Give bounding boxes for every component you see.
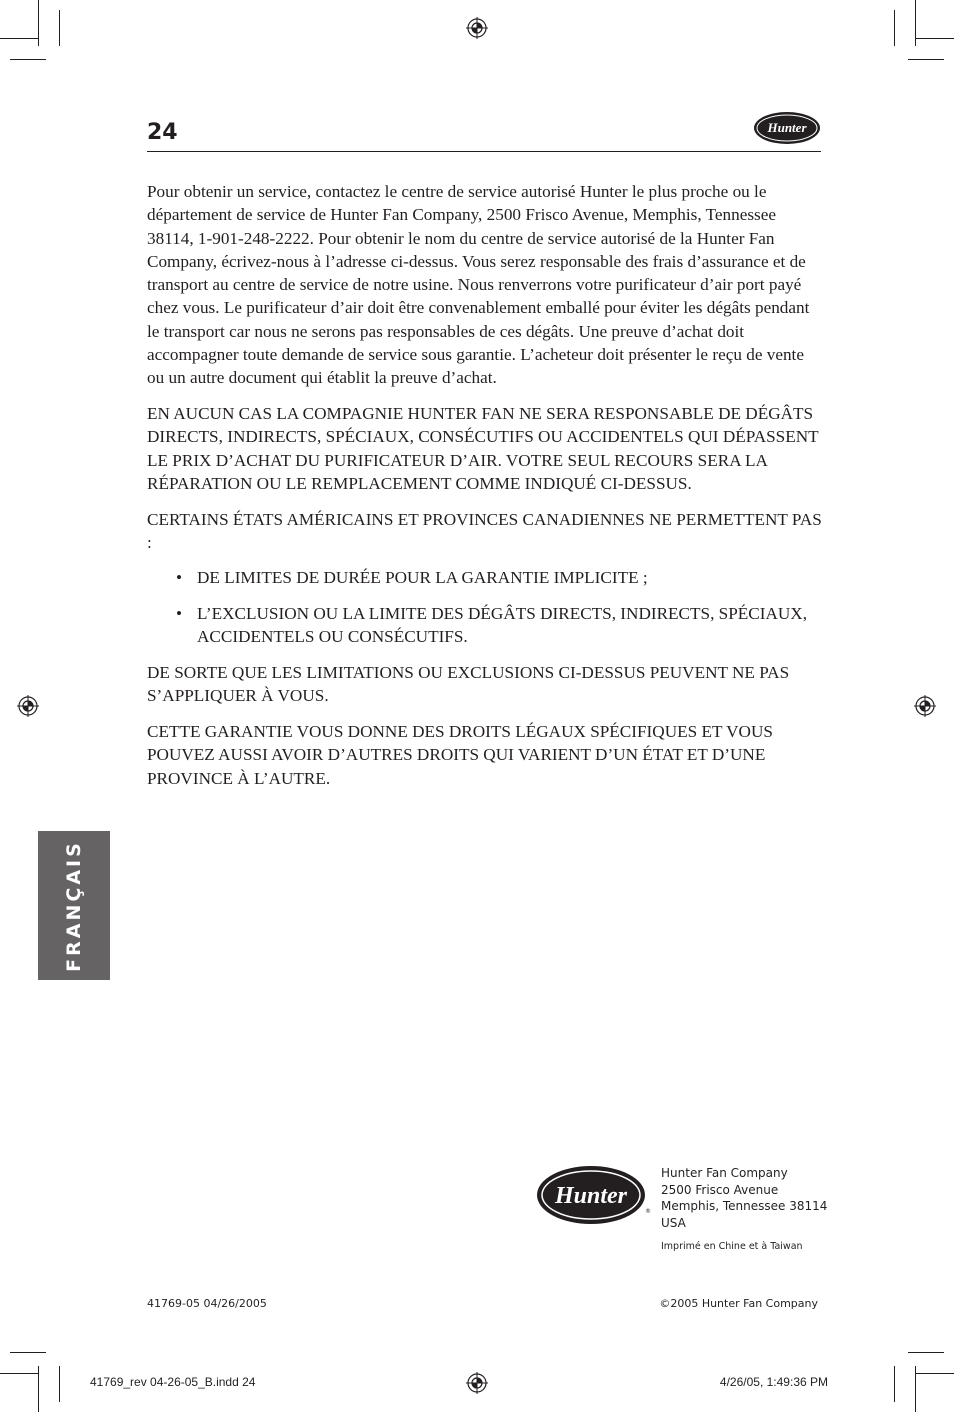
crop-mark (0, 1373, 38, 1374)
bullet-icon: • (176, 603, 183, 623)
crop-mark (894, 10, 895, 46)
company-address (661, 1165, 827, 1231)
copyright-notice: ©2005 Hunter Fan Company (659, 1297, 818, 1310)
registration-mark-icon (466, 1372, 488, 1394)
svg-text:®: ® (645, 1208, 651, 1215)
crop-mark (916, 1373, 954, 1374)
list-item-text: L’EXCLUSION OU LA LIMITE DES DÉGÂTS DIRECTS, INDIRECTS, SPÉCIAUX, ACCIDENTELS OU CONSÉCUTIFS. (197, 603, 807, 647)
address-line: 2500 Frisco Avenue (661, 1182, 779, 1197)
crop-mark (10, 1352, 46, 1353)
hunter-logo-icon (752, 110, 822, 146)
language-tab (38, 831, 110, 980)
crop-mark (38, 0, 39, 46)
crop-mark (915, 0, 916, 46)
header-rule (147, 151, 821, 152)
rights-paragraph: CETTE GARANTIE VOUS DONNE DES DROITS LÉGAUX SPÉCIFIQUES ET VOUS POUVEZ AUSSI AVOIR D’AUTRES DROITS QUI VARIENT D’UN ÉTAT ET D’UNE PROVINCE À L’AUTRE. (147, 721, 773, 788)
slug-file-name: 41769_rev 04-26-05_B.indd 24 (90, 1375, 256, 1389)
crop-mark (10, 59, 46, 60)
registration-mark-icon (466, 17, 488, 39)
document-number: 41769-05 04/26/2005 (147, 1297, 267, 1310)
warranty-text (147, 180, 823, 802)
address-line: Hunter Fan Company (661, 1166, 788, 1180)
crop-mark (0, 38, 38, 39)
registration-mark-icon (17, 695, 39, 717)
crop-mark (916, 38, 954, 39)
address-line: USA (661, 1215, 686, 1230)
crop-mark (894, 1366, 895, 1402)
list-item (147, 566, 823, 589)
crop-mark (908, 59, 944, 60)
page-number: 24 (147, 120, 178, 145)
states-lead-paragraph: CERTAINS ÉTATS AMÉRICAINS ET PROVINCES CANADIENNES NE PERMETTENT PAS : (147, 509, 822, 553)
list-item-text: DE LIMITES DE DURÉE POUR LA GARANTIE IMPLICITE ; (197, 567, 648, 587)
language-tab-label: FRANÇAIS (63, 839, 85, 972)
svg-text:Hunter: Hunter (767, 120, 807, 135)
list-item (147, 602, 823, 649)
slug-timestamp: 4/26/05, 1:49:36 PM (719, 1375, 828, 1389)
crop-mark (908, 1352, 944, 1353)
address-line: Memphis, Tennessee 38114 (661, 1199, 828, 1213)
hunter-logo-icon (535, 1163, 652, 1227)
limitations-paragraph: DE SORTE QUE LES LIMITATIONS OU EXCLUSIONS CI-DESSUS PEUVENT NE PAS S’APPLIQUER À VOUS. (147, 662, 790, 706)
bullet-icon: • (176, 567, 183, 587)
registration-mark-icon (914, 695, 936, 717)
crop-mark (38, 1366, 39, 1412)
crop-mark (59, 1366, 60, 1402)
printed-in-note: Imprimé en Chine et à Taiwan (661, 1241, 803, 1252)
exclusion-list (147, 566, 823, 648)
service-paragraph: Pour obtenir un service, contactez le centre de service autorisé Hunter le plus proche ou le département de service de Hunter Fan Company, 2500 Frisco Avenue, Memphis, Tennessee 38114, 1-901-248-2222. Pour obtenir le nom du centre de service autorisé de la Hunter Fan Company, écrivez-nous à l’adresse ci-dessus. Vous serez responsable des frais d’assurance et de transport au centre de service de notre usine. Nous renverrons votre purificateur d’air port payé chez vous. Le purificateur d’air doit être convenablement emballé pour éviter les dégâts pendant le transport car nous ne serons pas responsables de ces dégâts. Une preuve d’achat doit accompagner toute demande de service sous garantie. L’acheteur doit présenter le reçu de vente ou un autre document qui établit la preuve d’achat. (147, 182, 810, 388)
crop-mark (59, 10, 60, 46)
liability-paragraph: EN AUCUN CAS LA COMPAGNIE HUNTER FAN NE SERA RESPONSABLE DE DÉGÂTS DIRECTS, INDIRECTS, SPÉCIAUX, CONSÉCUTIFS OU ACCIDENTELS QUI DÉPASSENT LE PRIX D’ACHAT DU PURIFICATEUR D’AIR. VOTRE SEUL RECOURS SERA LA RÉPARATION OU LE REMPLACEMENT COMME INDIQUÉ CI-DESSUS. (147, 404, 819, 494)
svg-text:Hunter: Hunter (554, 1183, 628, 1209)
